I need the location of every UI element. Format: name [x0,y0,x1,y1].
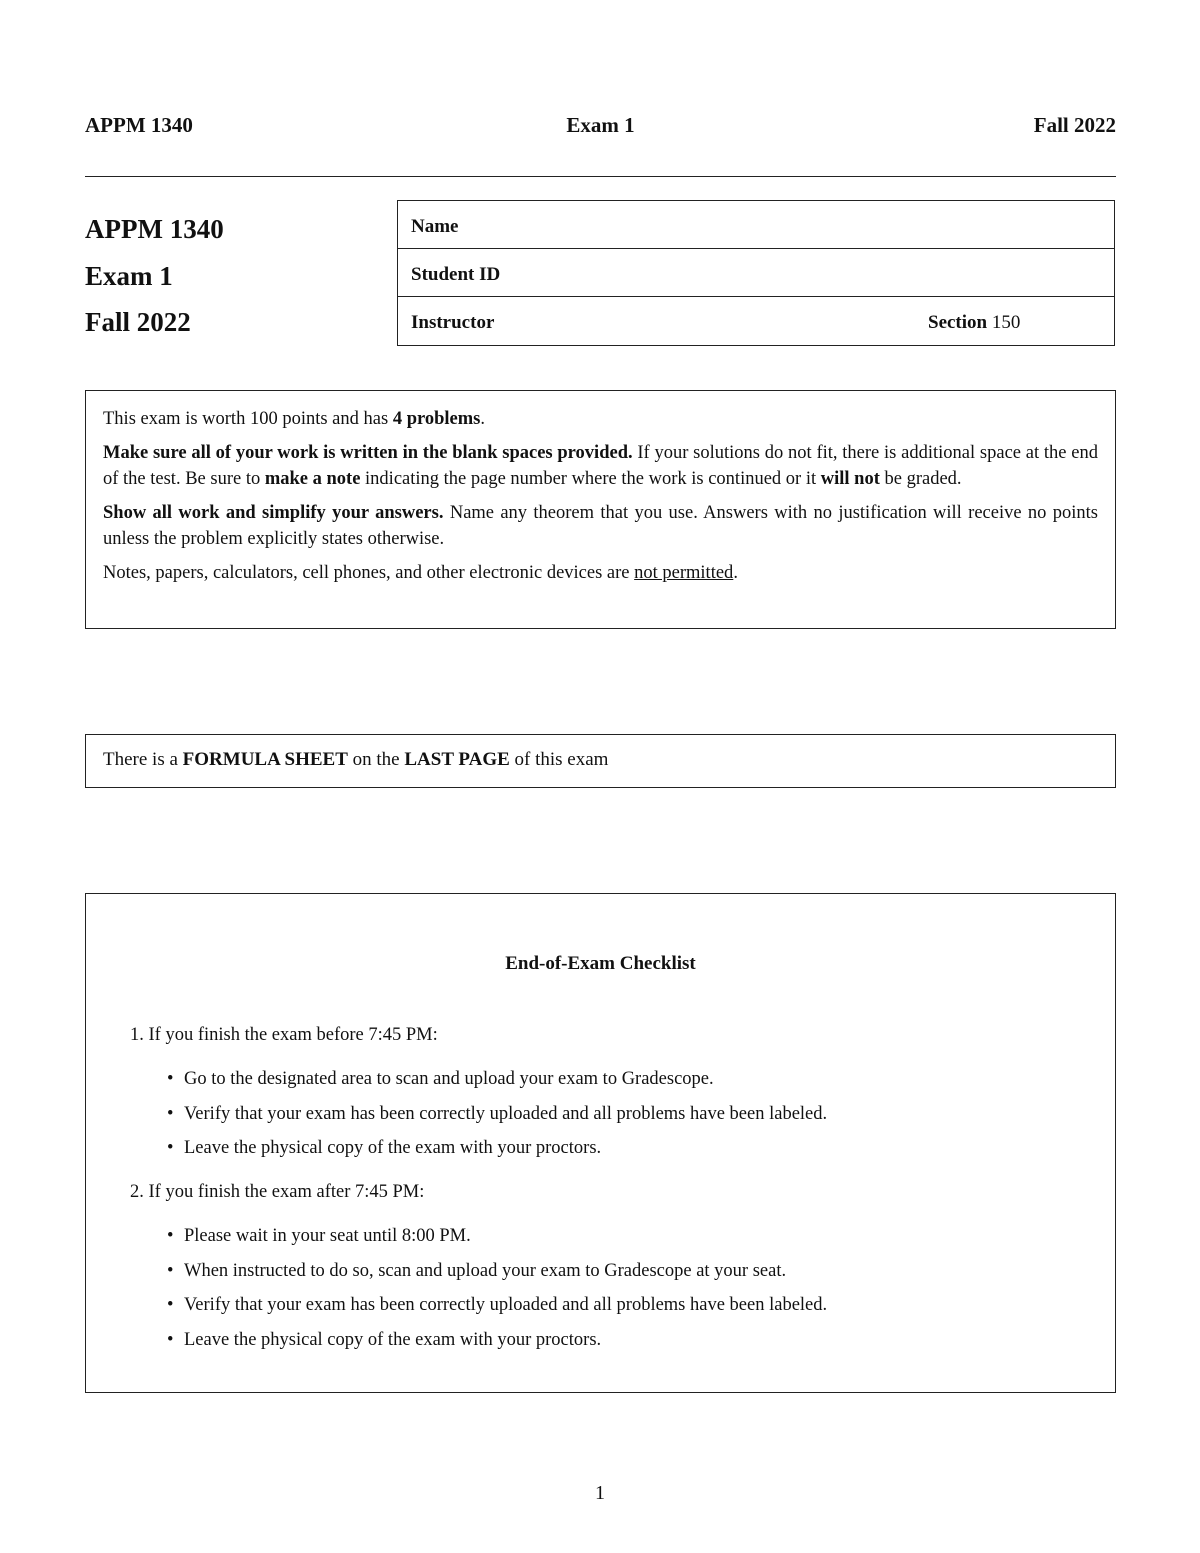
text: of this exam [509,749,609,770]
student-id-row[interactable] [398,249,1114,297]
text: Name any theorem that you use. Answers with no justification will receive no points unless the problem explicitly states otherwise. [103,502,1098,549]
text: Notes, papers, calculators, cell phones, and other electronic devices are [103,562,635,583]
title-term: Fall 2022 [85,307,191,337]
bullet-text: Go to the designated area to scan and upload your exam to Gradescope. [184,1069,714,1089]
instructor-row[interactable] [398,297,1114,345]
header-exam: Exam 1 [566,113,635,137]
emphasis: make a note [264,469,361,489]
name-label: Name [411,216,459,237]
text: indicating the page number where the work is continued or it [360,469,821,489]
bullet-icon: • [167,1261,174,1281]
title-course: APPM 1340 [85,214,224,244]
emphasis: LAST PAGE [404,749,510,770]
bullet-text: Verify that your exam has been correctly uploaded and all problems have been labeled. [184,1295,828,1315]
student-id-label: Student ID [411,264,501,285]
instruction-show-work [103,500,1098,553]
section-field [928,312,1020,334]
text: There is a [103,749,183,770]
formula-sheet-note [85,734,1116,788]
header-term: Fall 2022 [1033,113,1116,137]
instruction-work-space [103,440,1098,493]
emphasis: FORMULA SHEET [182,749,348,770]
checklist-bullet [167,1330,602,1351]
underlined-text: not permitted [634,562,734,583]
text: . [733,562,738,583]
title-exam: Exam 1 [85,261,173,291]
checklist-bullet [167,1138,602,1159]
checklist-title: End-of-Exam Checklist [505,953,696,974]
bullet-icon: • [167,1104,174,1124]
formula-note-text [103,749,608,771]
running-header [85,113,1116,141]
instructions-box [85,390,1116,629]
instruction-points [103,406,1098,433]
checklist-bullet [167,1069,714,1090]
text: . [480,409,485,429]
text: This exam is worth 100 points and has [103,409,393,429]
name-row[interactable] [398,201,1114,249]
checklist-item: 2. If you finish the exam after 7:45 PM: [130,1182,425,1202]
instruction-devices [103,560,1098,587]
problem-count: 4 problems [392,409,481,429]
section-label: Section [928,312,988,333]
text: be graded. [879,469,962,489]
bullet-icon: • [167,1295,174,1315]
header-divider [85,176,1116,177]
header-course: APPM 1340 [85,113,193,137]
emphasis: Show all work and simplify your answers. [103,502,444,523]
bullet-icon: • [167,1069,174,1089]
instructor-label: Instructor [411,312,495,333]
emphasis: will not [820,469,880,489]
checklist-bullet [167,1261,787,1282]
bullet-text: When instructed to do so, scan and upload your exam to Gradescope at your seat. [184,1261,787,1281]
text: If your solutions do not fit, there is additional space at the end of the test. Be sure to [103,442,1098,489]
section-value: 150 [991,312,1021,333]
student-info-table [397,200,1115,346]
bullet-text: Verify that your exam has been correctly uploaded and all problems have been labeled. [184,1104,828,1124]
bullet-text: Leave the physical copy of the exam with your proctors. [184,1138,602,1158]
page-number: 1 [595,1482,605,1504]
bullet-icon: • [167,1138,174,1158]
bullet-icon: • [167,1330,174,1350]
end-of-exam-checklist [85,893,1116,1393]
checklist-bullet [167,1295,828,1316]
checklist-bullet [167,1104,828,1125]
checklist-bullet [167,1226,471,1247]
text: on the [347,749,405,770]
bullet-icon: • [167,1226,174,1246]
bullet-text: Leave the physical copy of the exam with your proctors. [184,1330,602,1350]
bullet-text: Please wait in your seat until 8:00 PM. [184,1226,471,1246]
emphasis: Make sure all of your work is written in the blank spaces provided. [103,442,633,463]
checklist-item: 1. If you finish the exam before 7:45 PM: [130,1025,438,1045]
